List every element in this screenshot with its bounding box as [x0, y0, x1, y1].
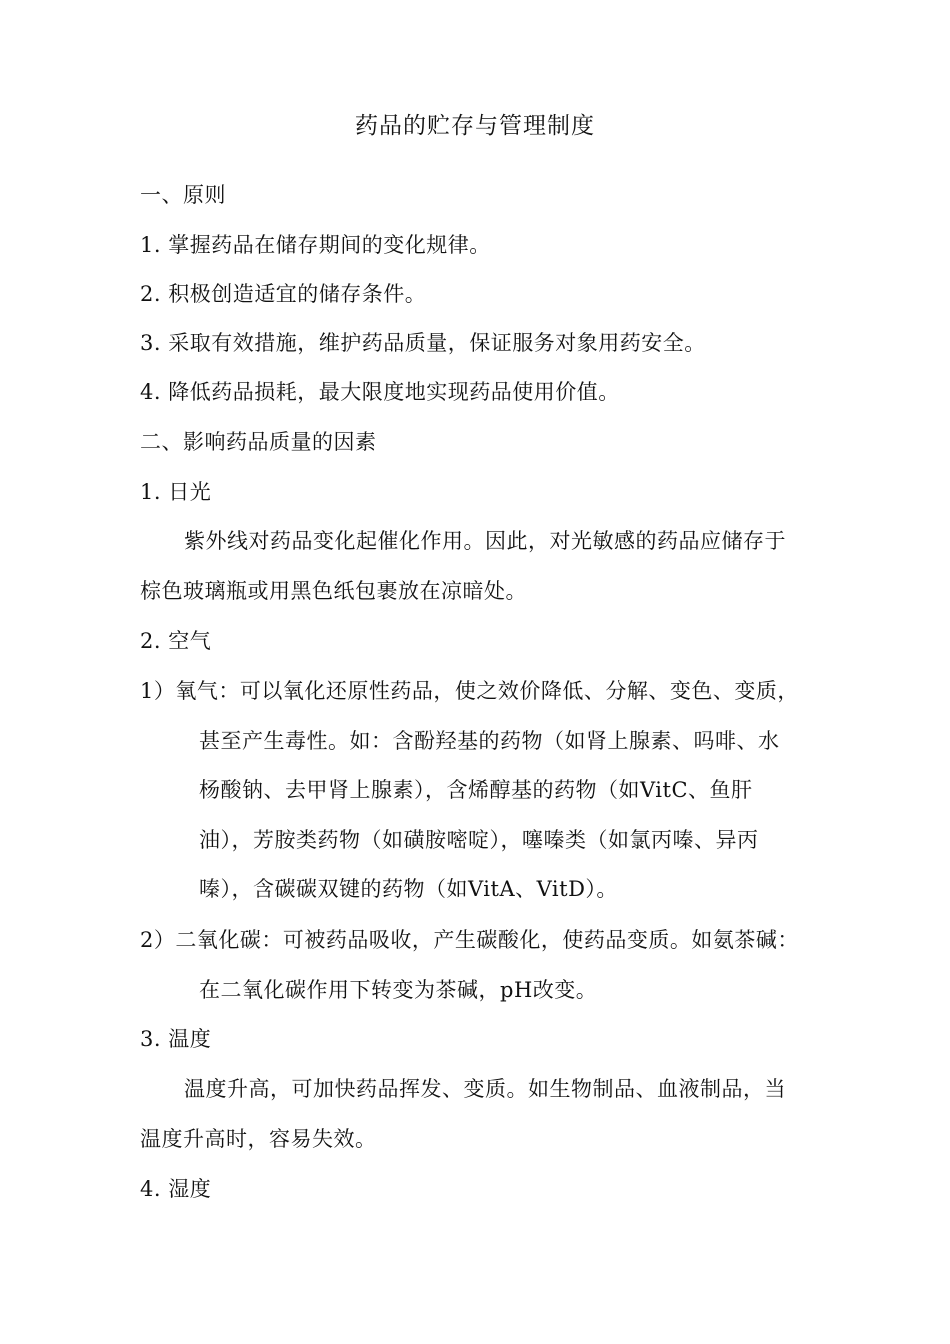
- principle-item-4: 4. 降低药品损耗，最大限度地实现药品使用价值。: [140, 380, 620, 404]
- paragraph-line: 油），芳胺类药物（如磺胺嘧啶），噻嗪类（如氯丙嗪、异丙: [199, 828, 759, 852]
- section-heading-factors: 二、影响药品质量的因素: [140, 430, 377, 454]
- sub-item-carbon-dioxide: 2）二氧化碳：可被药品吸收，产生碳酸化，使药品变质。如氨茶碱：: [140, 928, 799, 952]
- page-title: 药品的贮存与管理制度: [355, 113, 595, 139]
- sub-item-oxygen: 1）氧气：可以氧化还原性药品，使之效价降低、分解、变色、变质，: [140, 679, 799, 703]
- paragraph-line: 温度升高时，容易失效。: [140, 1127, 377, 1151]
- paragraph-line: 紫外线对药品变化起催化作用。因此，对光敏感的药品应储存于: [184, 529, 786, 553]
- paragraph-line: 温度升高，可加快药品挥发、变质。如生物制品、血液制品，当: [184, 1077, 786, 1101]
- factor-heading-temperature: 3. 温度: [140, 1027, 212, 1051]
- paragraph-line: 杨酸钠、去甲肾上腺素），含烯醇基的药物（如VitC、鱼肝: [199, 778, 753, 802]
- principle-item-1: 1. 掌握药品在储存期间的变化规律。: [140, 233, 491, 257]
- principle-item-2: 2. 积极创造适宜的储存条件。: [140, 282, 427, 306]
- factor-heading-sunlight: 1. 日光: [140, 480, 212, 504]
- paragraph-line: 甚至产生毒性。如：含酚羟基的药物（如肾上腺素、吗啡、水: [199, 729, 780, 753]
- factor-heading-humidity: 4. 湿度: [140, 1177, 212, 1201]
- paragraph-line: 棕色玻璃瓶或用黑色纸包裹放在凉暗处。: [140, 579, 527, 603]
- section-heading-principles: 一、原则: [140, 183, 226, 207]
- principle-item-3: 3. 采取有效措施，维护药品质量，保证服务对象用药安全。: [140, 331, 706, 355]
- paragraph-line: 在二氧化碳作用下转变为茶碱，pH改变。: [199, 978, 598, 1002]
- factor-heading-air: 2. 空气: [140, 629, 212, 653]
- paragraph-line: 嗪），含碳碳双键的药物（如VitA、VitD）。: [199, 877, 618, 901]
